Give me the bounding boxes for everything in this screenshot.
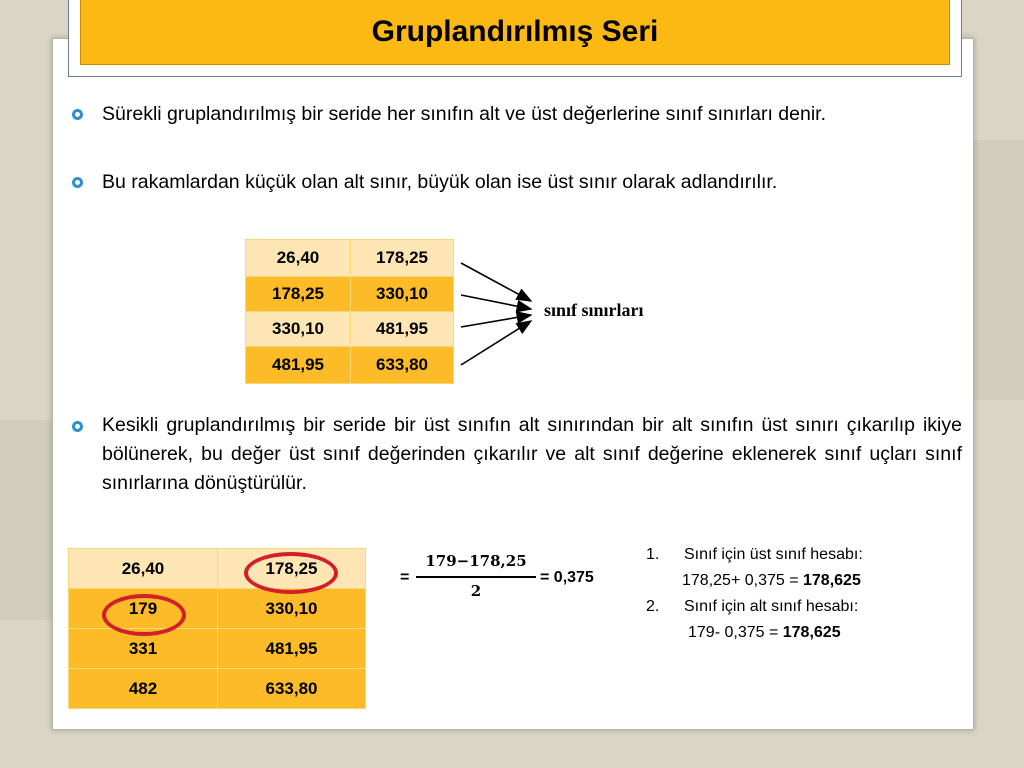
bullet-text: Kesikli gruplandırılmış bir seride bir üst sınıfın alt sınırından bir alt sınıfın üst sınırı çıkarılıp ikiye bölünerek, bu değer üst sınıf değerinden çıkarılır ve alt sınıf değerine eklenerek sınıf uçları sınıf sınırlarına dönüştürülür. xyxy=(102,414,962,494)
bullet-text: Sürekli gruplandırılmış bir seride her sınıfın alt ve üst değerlerine sınıf sınırları denir. xyxy=(102,103,826,125)
table-cell: 330,10 xyxy=(246,312,351,347)
arrow-line xyxy=(461,315,531,327)
step-title: Sınıf için alt sınıf hesabı: xyxy=(684,598,859,615)
table-cell: 330,10 xyxy=(351,277,454,312)
table-cell: 633,80 xyxy=(218,669,366,709)
list-item xyxy=(646,542,861,568)
table-cell: 633,80 xyxy=(351,347,454,384)
table-cell: 178,25 xyxy=(218,549,366,589)
arrow-line xyxy=(461,295,531,309)
title-banner xyxy=(80,0,950,65)
arrow-line xyxy=(461,321,531,365)
table-cell: 481,95 xyxy=(351,312,454,347)
formula-result: = 0,375 xyxy=(540,569,594,586)
table-cell: 481,95 xyxy=(218,629,366,669)
list-item xyxy=(646,594,861,620)
class-limits-label: sınıf sınırları xyxy=(544,300,644,320)
class-limits-table xyxy=(245,239,454,384)
bullet-text: Bu rakamlardan küçük olan alt sınır, büyük olan ise üst sınır olarak adlandırılır. xyxy=(102,171,778,193)
table-cell: 26,40 xyxy=(69,549,218,589)
background-stripe xyxy=(972,140,1024,400)
step-result: 178,625 xyxy=(803,572,861,589)
formula-denominator: 2 xyxy=(470,582,482,600)
bullet-icon xyxy=(72,177,83,188)
table-cell: 178,25 xyxy=(246,277,351,312)
table-cell: 331 xyxy=(69,629,218,669)
fraction-bar xyxy=(416,576,536,578)
highlight-ring xyxy=(102,594,186,636)
table-cell: 482 xyxy=(69,669,218,709)
page-title: Gruplandırılmış Seri xyxy=(371,15,659,48)
list-item xyxy=(646,620,861,646)
step-number: 2. xyxy=(646,598,660,615)
table-cell: 330,10 xyxy=(218,589,366,629)
table-cell: 179 xyxy=(69,589,218,629)
bullet-icon xyxy=(72,421,83,432)
table-cell: 26,40 xyxy=(246,240,351,277)
step-calc: 178,25+ 0,375 = xyxy=(682,572,803,589)
arrow-line xyxy=(461,263,531,301)
highlight-ring xyxy=(244,552,338,594)
step-result: 178,625 xyxy=(782,624,841,641)
arrows-diagram xyxy=(455,255,545,375)
step-number: 1. xyxy=(646,546,660,563)
step-calc: 179- 0,375 = xyxy=(688,624,783,641)
list-item xyxy=(646,568,861,594)
table-cell: 178,25 xyxy=(351,240,454,277)
background-stripe xyxy=(0,420,52,620)
formula-prefix: = xyxy=(400,569,410,586)
bullet-icon xyxy=(72,109,83,120)
step-title: Sınıf için üst sınıf hesabı: xyxy=(684,546,863,563)
table-cell: 481,95 xyxy=(246,347,351,384)
calculation-steps xyxy=(646,542,861,646)
formula-numerator: 179−178,25 xyxy=(425,552,527,570)
